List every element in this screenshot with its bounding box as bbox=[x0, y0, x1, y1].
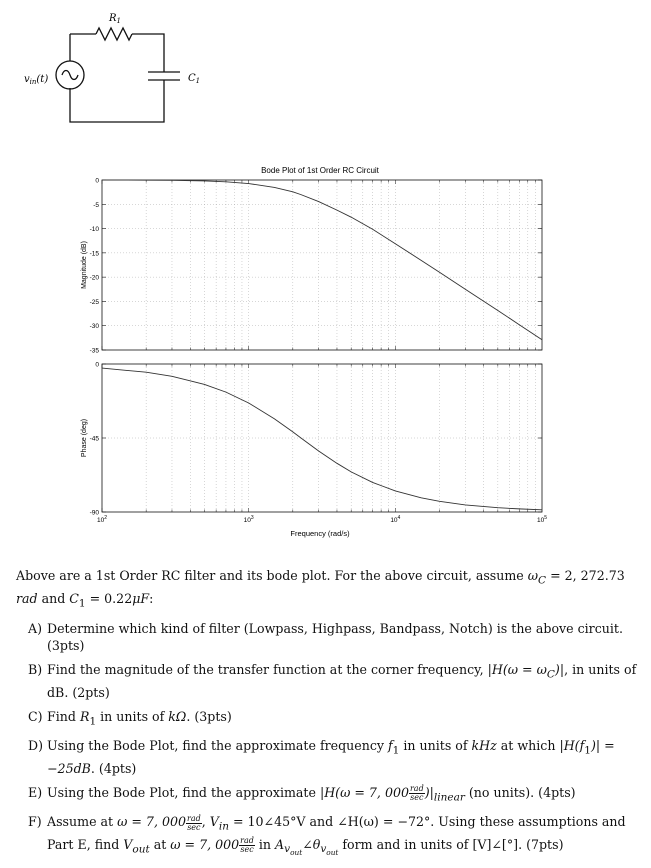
phase-y-label: Phase (deg) bbox=[81, 418, 88, 458]
question-d: D) Using the Bode Plot, find the approximate frequency $f_1$ in units of kHz at which $|H(f_1)| = -25dB$. (4pts) bbox=[28, 738, 615, 776]
ph-y-tick-label: -90 bbox=[89, 509, 99, 517]
mag-y-tick-label: -20 bbox=[89, 274, 99, 282]
question-a: A) Determine which kind of filter (Lowpass, Highpass, Bandpass, Notch) is the above circuit. (3pts) bbox=[28, 621, 623, 654]
mag-y-tick-label: -35 bbox=[89, 347, 99, 355]
mag-y-tick-label: -5 bbox=[93, 201, 99, 209]
magnitude-y-label: Magnitude (dB) bbox=[81, 241, 88, 289]
rc-circuit-diagram bbox=[56, 28, 180, 122]
resistor-r1-symbol bbox=[96, 28, 132, 40]
sine-wave-icon bbox=[62, 71, 78, 80]
mag-y-tick-label: -15 bbox=[89, 250, 99, 258]
ph-x-tick-label: $10^5$ bbox=[536, 515, 548, 524]
chart-title: Bode Plot of 1st Order RC Circuit bbox=[261, 166, 379, 175]
problem-intro: Above are a 1st Order RC filter and its bode plot. For the above circuit, assume $\omega_C = 2$, 272.73 rad and $C_1 = 0.22\mu F$: bbox=[16, 568, 625, 610]
circuit-wire-right-bottom bbox=[70, 80, 164, 122]
phase-axes bbox=[81, 362, 547, 539]
question-list bbox=[16, 620, 638, 861]
capacitor-label: $C_1$ bbox=[188, 73, 201, 85]
ph-y-tick-label: -45 bbox=[89, 435, 99, 443]
vout-subscript: vout bbox=[284, 843, 303, 858]
question-c: C) Find $R_1$ in units of kΩ. (3pts) bbox=[28, 708, 232, 728]
rad-per-sec-fraction: $\frac{\text{rad}}{\sec}$ bbox=[240, 836, 254, 855]
problem-text bbox=[16, 567, 638, 868]
mag-y-tick-label: -25 bbox=[89, 298, 99, 306]
mag-y-tick-label: -10 bbox=[89, 226, 99, 234]
magnitude-plot-frame bbox=[102, 180, 542, 350]
ph-y-tick-label: 0 bbox=[95, 361, 99, 369]
mag-y-tick-label: 0 bbox=[95, 177, 99, 185]
question-e: E) Using the Bode Plot, find the approximate |H(ω = 7, 000 $\frac{\text{rad}}{\sec}$ )$|_{linear}$ (no units). (4pts) bbox=[28, 784, 576, 804]
source-label: $v_{in}(t)$ bbox=[24, 74, 49, 86]
resistor-label: $R_1$ bbox=[109, 13, 121, 25]
circuit-wire-top-right bbox=[132, 34, 164, 72]
mag-y-tick-label: -30 bbox=[89, 323, 99, 331]
rad-per-sec-fraction: $\frac{\text{rad}}{\sec}$ bbox=[409, 784, 424, 803]
theta-subscript: vout bbox=[320, 843, 339, 858]
capacitor-c1-symbol bbox=[148, 72, 180, 80]
ph-x-tick-label: $10^4$ bbox=[390, 515, 401, 524]
frequency-x-label: Frequency (rad/s) bbox=[290, 529, 350, 538]
question-b: B) Find the magnitude of the transfer function at the corner frequency, $|H(\omega = \omega_C)|$, in units of dB. (2pts) bbox=[28, 662, 637, 700]
question-f: F) Assume at ω = 7, 000 $\frac{\text{rad}}{\sec}$ , $V_{in}$ = 10∠45°V and ∠H(ω) = −72°. Using these assumptions and Part E, find $V_{out}$ at ω = 7, 000 $\frac{\text{rad}}{\sec}$ in $A_{v_{out}}\angle\theta_{v_{out}}$ form and in units of [V]∠[°]. (7pts) bbox=[28, 813, 626, 858]
rad-per-sec-fraction: $\frac{\text{rad}}{\sec}$ bbox=[187, 813, 201, 832]
ph-x-tick-label: $10^3$ bbox=[243, 515, 254, 524]
ph-x-tick-label: $10^2$ bbox=[96, 515, 108, 524]
magnitude-axes bbox=[81, 178, 542, 355]
